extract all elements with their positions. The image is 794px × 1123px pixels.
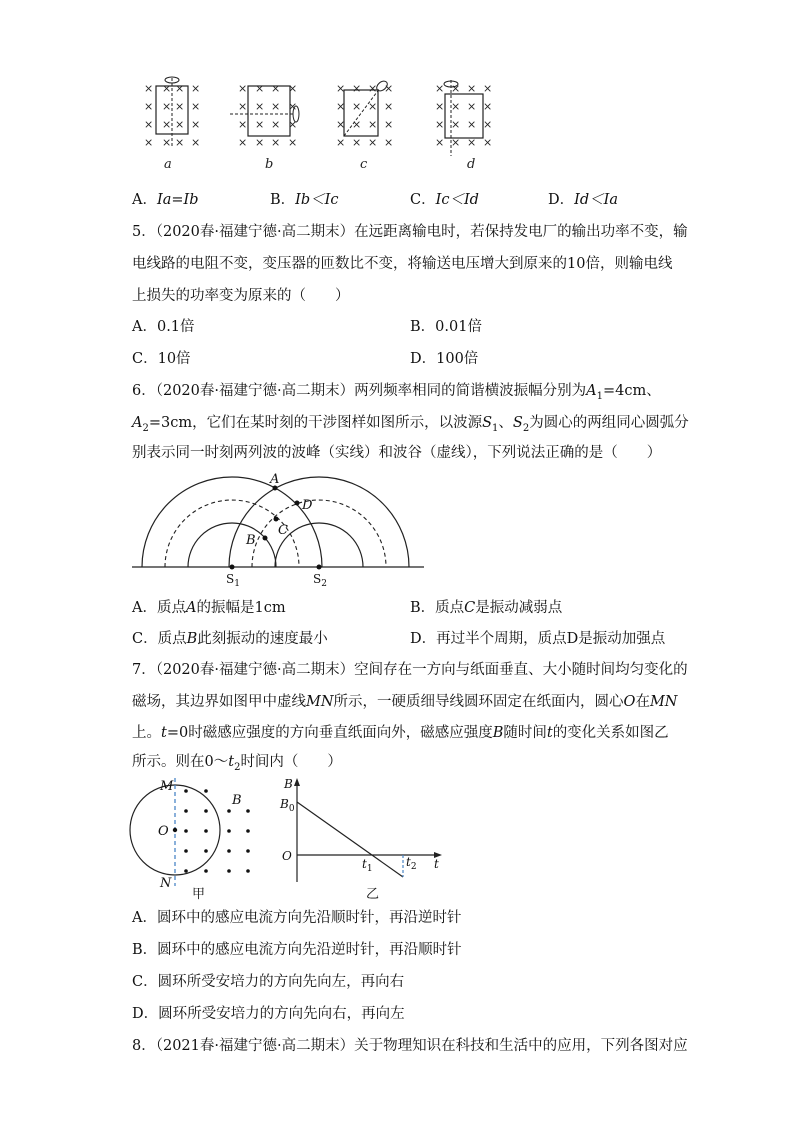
b-t-line <box>297 802 403 877</box>
svg-text:×: × <box>368 100 378 113</box>
q4-figure <box>130 72 510 176</box>
svg-text:×: × <box>191 118 201 131</box>
svg-text:×: × <box>144 82 154 95</box>
q6-stem-line2: $A_2=3cm$，它们在某时刻的干涉图样如图所示，以波源$S_1$、$S_2$为圆心的两组同心圆弧分 <box>132 415 689 434</box>
svg-text:×: × <box>384 118 394 131</box>
fig-a-label: a <box>164 157 172 172</box>
svg-text:×: × <box>191 100 201 113</box>
q6-option-b[interactable]: B．质点C是振动减弱点 <box>410 600 563 616</box>
svg-text:×: × <box>238 118 248 131</box>
svg-text:×: × <box>336 82 346 95</box>
svg-text:×: × <box>175 136 185 149</box>
svg-text:×: × <box>483 136 493 149</box>
q7-stem-line3: 上。t=0时磁感应强度的方向垂直纸面向外，磁感应强度B随时间t的变化关系如图乙 <box>132 725 669 741</box>
label-b0: $B_0$ <box>280 797 295 814</box>
svg-text:×: × <box>271 82 281 95</box>
q6-option-a[interactable]: A．质点A的振幅是1cm <box>132 600 286 616</box>
svg-text:×: × <box>435 136 445 149</box>
svg-text:×: × <box>467 136 477 149</box>
q7-figure-yi <box>278 774 448 902</box>
svg-text:×: × <box>336 100 346 113</box>
q6-interference-figure <box>128 466 428 590</box>
center-o <box>173 828 177 832</box>
svg-text:×: × <box>435 118 445 131</box>
svg-text:×: × <box>288 136 298 149</box>
q4-option-c[interactable]: C．Ic＜Id <box>410 192 479 208</box>
label-b-axis: B <box>284 777 293 791</box>
svg-text:×: × <box>162 100 172 113</box>
svg-text:×: × <box>162 82 172 95</box>
q8-stem-line1: 8．（2021春·福建宁德·高二期末）关于物理知识在科技和生活中的应用，下列各图对应 <box>132 1038 688 1054</box>
label-o: O <box>158 824 169 839</box>
q4-option-a[interactable]: A．Ia=Ib <box>132 192 199 208</box>
svg-text:×: × <box>467 82 477 95</box>
svg-text:×: × <box>191 82 201 95</box>
svg-text:×: × <box>352 100 362 113</box>
svg-text:×: × <box>255 136 265 149</box>
svg-text:×: × <box>451 118 461 131</box>
q5-option-b[interactable]: B．0.01倍 <box>410 319 482 335</box>
svg-text:×: × <box>255 118 265 131</box>
q6-stem-line3: 别表示同一时刻两列波的波峰（实线）和波谷（虚线），下列说法正确的是（ ） <box>132 445 662 461</box>
label-m: M <box>160 779 174 794</box>
svg-text:×: × <box>255 100 265 113</box>
svg-text:×: × <box>271 136 281 149</box>
svg-text:×: × <box>384 136 394 149</box>
label-d: D <box>302 498 313 513</box>
point-s2 <box>317 565 322 570</box>
label-n: N <box>160 876 172 891</box>
svg-text:×: × <box>271 100 281 113</box>
q5-stem-line2: 电线路的电阻不变，变压器的匝数比不变，将输送电压增大到原来的10倍，则输电线 <box>132 256 673 272</box>
point-s1 <box>230 565 235 570</box>
svg-text:×: × <box>288 118 298 131</box>
svg-text:×: × <box>352 136 362 149</box>
fig-d-crosses <box>435 82 492 149</box>
q7-option-d[interactable]: D．圆环所受安培力的方向先向右，再向左 <box>132 1006 405 1022</box>
label-a: A <box>270 472 280 487</box>
q7-stem-line4: 所示。则在$0\sim t_2$时间内（ ） <box>132 754 342 773</box>
fig-d-label: d <box>467 157 476 172</box>
svg-text:×: × <box>384 100 394 113</box>
svg-text:×: × <box>144 118 154 131</box>
svg-text:×: × <box>368 118 378 131</box>
svg-text:×: × <box>467 118 477 131</box>
q4-option-b[interactable]: B．Ib＜Ic <box>270 192 339 208</box>
svg-text:×: × <box>191 136 201 149</box>
svg-text:×: × <box>288 82 298 95</box>
fig-b-crosses <box>238 82 297 149</box>
q6-option-c[interactable]: C．质点B此刻振动的速度最小 <box>132 631 328 647</box>
q6-stem-line1: 6．（2020春·福建宁德·高二期末）两列频率相同的简谐横波振幅分别为$A_1=4cm$、 <box>132 383 661 402</box>
q5-option-d[interactable]: D．100倍 <box>410 351 479 367</box>
q7-figure-jia <box>126 774 276 902</box>
svg-text:×: × <box>162 136 172 149</box>
q7-option-b[interactable]: B．圆环中的感应电流方向先沿逆时针，再沿顺时针 <box>132 942 462 958</box>
q7-option-c[interactable]: C．圆环所受安培力的方向先向左，再向右 <box>132 974 405 990</box>
q7-stem-line2: 磁场，其边界如图甲中虚线MN所示，一硬质细导线圆环固定在纸面内，圆心O在MN <box>132 694 678 710</box>
svg-text:×: × <box>336 136 346 149</box>
svg-text:×: × <box>238 82 248 95</box>
label-t2: $t_2$ <box>406 855 417 872</box>
svg-text:×: × <box>238 136 248 149</box>
q5-option-c[interactable]: C．10倍 <box>132 351 191 367</box>
svg-text:×: × <box>435 100 445 113</box>
label-s2: $S_2$ <box>313 572 327 589</box>
fig-c-label: c <box>360 157 368 172</box>
svg-text:×: × <box>451 136 461 149</box>
svg-text:×: × <box>175 82 185 95</box>
q5-option-a[interactable]: A．0.1倍 <box>132 319 195 335</box>
svg-text:×: × <box>352 118 362 131</box>
svg-text:×: × <box>144 136 154 149</box>
q5-stem-line3: 上损失的功率变为原来的（ ） <box>132 288 350 304</box>
svg-text:×: × <box>175 118 185 131</box>
svg-text:×: × <box>336 118 346 131</box>
point-b <box>263 536 268 541</box>
label-b: B <box>246 533 256 548</box>
svg-text:×: × <box>238 100 248 113</box>
q5-stem-line1: 5．（2020春·福建宁德·高二期末）在远距离输电时，若保持发电厂的输出功率不变，输 <box>132 224 688 240</box>
label-t-axis: t <box>434 857 439 871</box>
svg-text:×: × <box>435 82 445 95</box>
point-c <box>274 517 279 522</box>
svg-text:×: × <box>368 136 378 149</box>
label-s1: $S_1$ <box>226 572 240 589</box>
svg-text:×: × <box>255 82 265 95</box>
caption-yi: 乙 <box>366 887 380 902</box>
q7-option-a[interactable]: A．圆环中的感应电流方向先沿顺时针，再沿逆时针 <box>132 910 462 926</box>
point-d <box>295 501 300 506</box>
label-origin: O <box>282 849 292 863</box>
svg-text:×: × <box>144 100 154 113</box>
svg-text:×: × <box>271 118 281 131</box>
svg-text:×: × <box>384 82 394 95</box>
svg-text:×: × <box>368 82 378 95</box>
svg-text:×: × <box>467 100 477 113</box>
svg-text:×: × <box>451 82 461 95</box>
svg-text:×: × <box>451 100 461 113</box>
svg-text:×: × <box>288 100 298 113</box>
svg-text:×: × <box>162 118 172 131</box>
fig-b-label: b <box>265 157 274 172</box>
svg-text:×: × <box>483 100 493 113</box>
svg-text:×: × <box>175 100 185 113</box>
svg-text:×: × <box>352 82 362 95</box>
label-b: B <box>232 793 242 808</box>
svg-text:×: × <box>483 82 493 95</box>
q4-option-d[interactable]: D．Id＜Ia <box>548 192 619 208</box>
q6-option-d[interactable]: D．再过半个周期，质点D是振动加强点 <box>410 631 666 647</box>
label-t1: $t_1$ <box>362 857 373 874</box>
svg-text:×: × <box>483 118 493 131</box>
q4-cross-grids <box>144 82 492 149</box>
label-c: C <box>278 523 288 538</box>
b-axis-arrow-icon <box>294 778 300 786</box>
caption-jia: 甲 <box>192 887 206 902</box>
q7-stem-line1: 7．（2020春·福建宁德·高二期末）空间存在一方向与纸面垂直、大小随时间均匀变化的 <box>132 662 688 678</box>
